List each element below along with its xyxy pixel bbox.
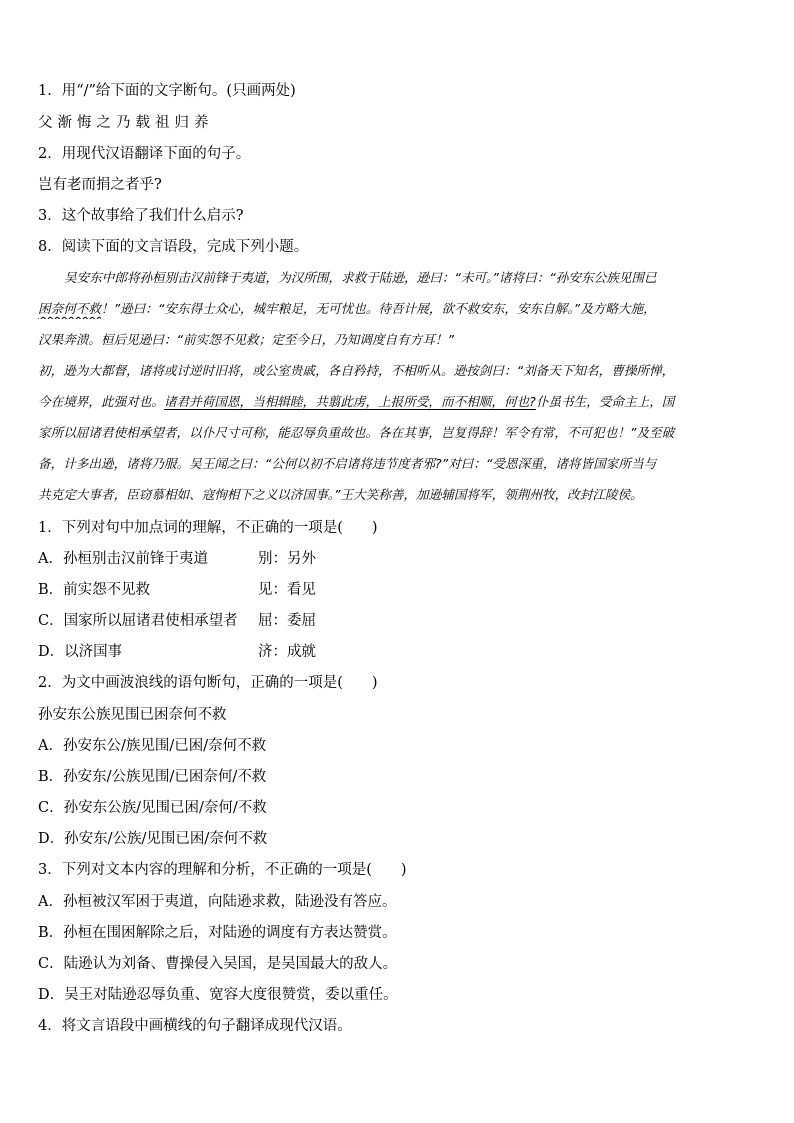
option-d: D．吴王对陆逊忍辱负重、宽容大度很赞赏，委以重任。: [38, 987, 398, 1003]
option-c-text: C．国家所以屈诸君使相承望者: [38, 613, 238, 629]
subquestion-3-prompt: 3．下列对文本内容的理解和分析，不正确的一项是( ): [38, 862, 407, 878]
option-a-gloss: 别：另外: [258, 551, 316, 567]
subquestion-2-prompt: 2．为文中画波浪线的语句断句，正确的一项是( ): [38, 675, 378, 691]
option-b: B．孙桓在围困解除之后，对陆逊的调度有方表达赞赏。: [38, 925, 397, 941]
subquestion-1-prompt: 1．下列对句中加点词的理解，不正确的一项是( ): [38, 520, 378, 536]
question-translation-prompt: 2．用现代汉语翻译下面的句子。: [38, 146, 251, 162]
option-d: D．孙安东/公族/见围已困/奈何不救: [38, 831, 268, 847]
passage-line: [38, 299, 760, 319]
subquestion-2-stem: 孙安东公族见围已困奈何不救: [38, 707, 227, 723]
question-punctuation-prompt: 1．用“/”给下面的文字断句。(只画两处): [38, 83, 296, 99]
subquestion-4-prompt: 4．将文言语段中画横线的句子翻译成现代汉语。: [38, 1018, 352, 1034]
option-a-text: A．孙桓别击汉前锋于夷道: [38, 551, 208, 567]
passage-line: 共克定大事者，臣窃慕相如、寇恂相下之义以济国事。”王大笑称善，加逊辅国将军，领荆州牧，改封江陵侯。: [38, 487, 643, 502]
option-c-gloss: 屈：委屈: [258, 613, 316, 629]
passage-line: 吴安东中郎将孙桓别击汉前锋于夷道，为汉所围，求救于陆逊，逊曰：“未可。”诸将曰：“孙安东公族见围已: [64, 270, 657, 285]
option-c: C．陆逊认为刘备、曹操侵入吴国，是吴国最大的敌人。: [38, 956, 398, 972]
question-translation-sentence: 岂有老而捐之者乎?: [38, 177, 162, 193]
question-8-prompt: 8．阅读下面的文言语段，完成下列小题。: [38, 239, 309, 255]
option-d-text: D．以济国事: [38, 644, 123, 660]
passage-line: 汉果奔溃。桓后见逊曰：“前实怨不见救；定至今日，乃知调度自有方耳！”: [38, 332, 455, 347]
question-punctuation-text: 父渐悔之乃载祖归养: [38, 115, 214, 131]
passage-line: [38, 392, 760, 412]
option-c: C．孙安东公族/见围已困/奈何/不救: [38, 800, 267, 816]
option-b-gloss: 见：看见: [258, 582, 316, 598]
passage-text: 仆虽书生，受命主上，国: [535, 394, 675, 409]
passage-line: 初，逊为大都督，诸将或讨逆时旧将，或公室贵戚，各自矜持，不相听从。逊按剑曰：“刘备天下知名，曹操所惮，: [38, 363, 675, 378]
option-a: A．孙桓被汉军困于夷道，向陆逊求救，陆逊没有答应。: [38, 894, 397, 910]
question-lesson-prompt: 3．这个故事给了我们什么启示?: [38, 208, 244, 224]
option-b: B．孙安东/公族见围/已困奈何/不救: [38, 769, 267, 785]
option-a: A．孙安东公/族见围/已困/奈何不救: [38, 738, 267, 754]
passage-line: 备，计多出逊，诸将乃服。吴王闻之曰：“公何以初不启诸将违节度者邪?”对曰：“受恩深重，诸将皆国家所当与: [38, 456, 657, 471]
option-d-gloss: 济：成就: [258, 644, 316, 660]
passage-text: 今在境界，此强对也。: [38, 394, 164, 409]
passage-line: 家所以屈诸君使相承望者，以仆尺寸可称，能忍辱负重故也。各在其事，岂复得辞！军令有常，不可犯也！”及至破: [38, 425, 675, 440]
passage-text: ！”逊曰：“安东得士众心，城牢粮足，无可忧也。待吾计展，欲不救安东，安东自解。”及方略大施，: [100, 301, 656, 316]
underlined-sentence: 诸君并荷国恩，当相辑睦，共翦此虏，上报所受，而不相顺，何也?: [163, 394, 536, 409]
option-b-text: B．前实怨不见救: [38, 582, 151, 598]
wavy-underlined-text: 困奈何不救: [38, 301, 101, 316]
